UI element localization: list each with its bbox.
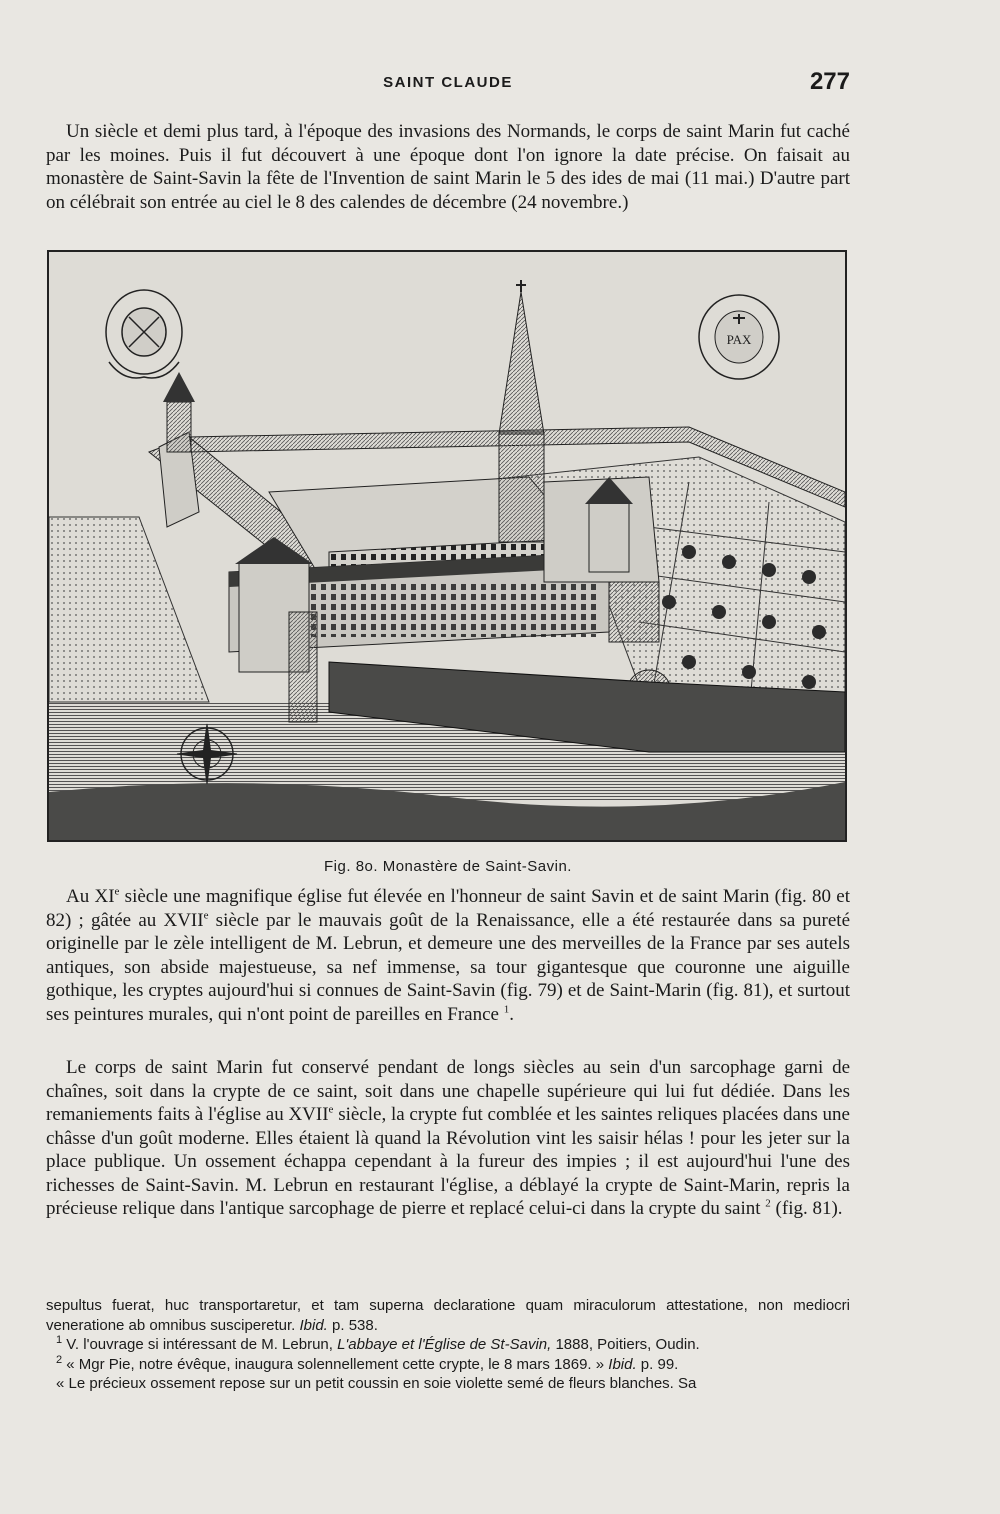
octagon-chapel bbox=[609, 582, 659, 642]
monastery-engraving bbox=[49, 252, 845, 840]
footnote-2-continuation: « Le précieux ossement repose sur un petit coussin en soie violette semé de fleurs blanches. Sa bbox=[56, 1375, 697, 1392]
engraving-figure bbox=[47, 250, 847, 842]
running-title: SAINT CLAUDE bbox=[383, 74, 513, 91]
gate-tower bbox=[289, 612, 317, 722]
pax-seal-text: PAX bbox=[726, 332, 752, 347]
running-head bbox=[46, 68, 850, 98]
footnote-continuation: sepultus fuerat, huc transportaretur, et tam superna declaratione quam miraculorum attestatione, non mediocri veneratione ab omnibus susciperetur. Ibid. p. 538. bbox=[46, 1297, 850, 1334]
footnote-ref-1: 1 bbox=[503, 1003, 510, 1016]
paragraph-1: Un siècle et demi plus tard, à l'époque des invasions des Normands, le corps de saint Marin fut caché par les moines. Puis il fut découvert à une époque dont l'on ignore la date précise. On faisait au monastère de Saint-Savin la fête de l'Invention de saint Marin le 5 des ides de mai (11 mai.) D'autre part on célébrait son entrée au ciel le 8 des calendes de décembre (24 novembre.) bbox=[46, 121, 850, 213]
footnote-ref-2: 2 bbox=[765, 1197, 771, 1210]
footnote-2: $^2$ « Mgr Pie, notre évêque, inaugura solennellement cette crypte, le 8 mars 1869. » Ibid. p. 99. bbox=[56, 1353, 679, 1373]
footnote-1: $^1$ V. l'ouvrage si intéressant de M. Lebrun, L'abbaye et l'Église de St-Savin, 1888, Poitiers, Oudin. bbox=[56, 1334, 700, 1353]
paragraph-3: Le corps de saint Marin fut conservé pendant de longs siècles au sein d'un sarcophage garni de chaînes, soit dans la crypte de ce saint, soit dans une chapelle supérieure qui lui fut dédiée. Dans les remaniements faits à l'église au XVIIe siècle, la crypte fut comblée et les saintes reliques placées dans une châsse d'un goût moderne. Elles étaient là quand la Révolution vint les saisir hélas ! pour les jeter sur la place publique. Un ossement échappa cependant à la fureur des impies ; il est aujourd'hui l'une des richesses de Saint-Savin. M. Lebrun en restaurant l'église, a déblayé la crypte de Saint-Marin, repris la précieuse relique dans l'antique sarcophage de pierre et replacé celui-ci dans la crypte du saint $^2$ (fig. 81). bbox=[46, 1057, 850, 1219]
corner-tower bbox=[167, 402, 191, 452]
church-tower bbox=[499, 432, 544, 542]
page-number: 277 bbox=[809, 68, 850, 95]
footnotes bbox=[46, 1296, 850, 1394]
paragraph-2: Au XIe siècle une magnifique église fut élevée en l'honneur de saint Savin et de saint Marin (fig. 80 et 82) ; gâtée au XVIIe siècle par le mauvais goût de la Renaissance, elle a été restaurée dans sa pureté originelle par le zèle intelligent de M. Lebrun, et demeure une des merveilles de la France par ses autels antiques, son abside majestueuse, sa nef immense, sa tour gigantesque que couronne une aiguille gothique, les cryptes aujourd'hui si connues de Saint-Savin (fig. 79) et de Saint-Marin (fig. 81), et surtout ses peintures murales, qui n'ont point de pareilles en France $^1$. bbox=[46, 885, 850, 1025]
figure-caption: Fig. 8o. Monastère de Saint-Savin. bbox=[324, 858, 572, 875]
